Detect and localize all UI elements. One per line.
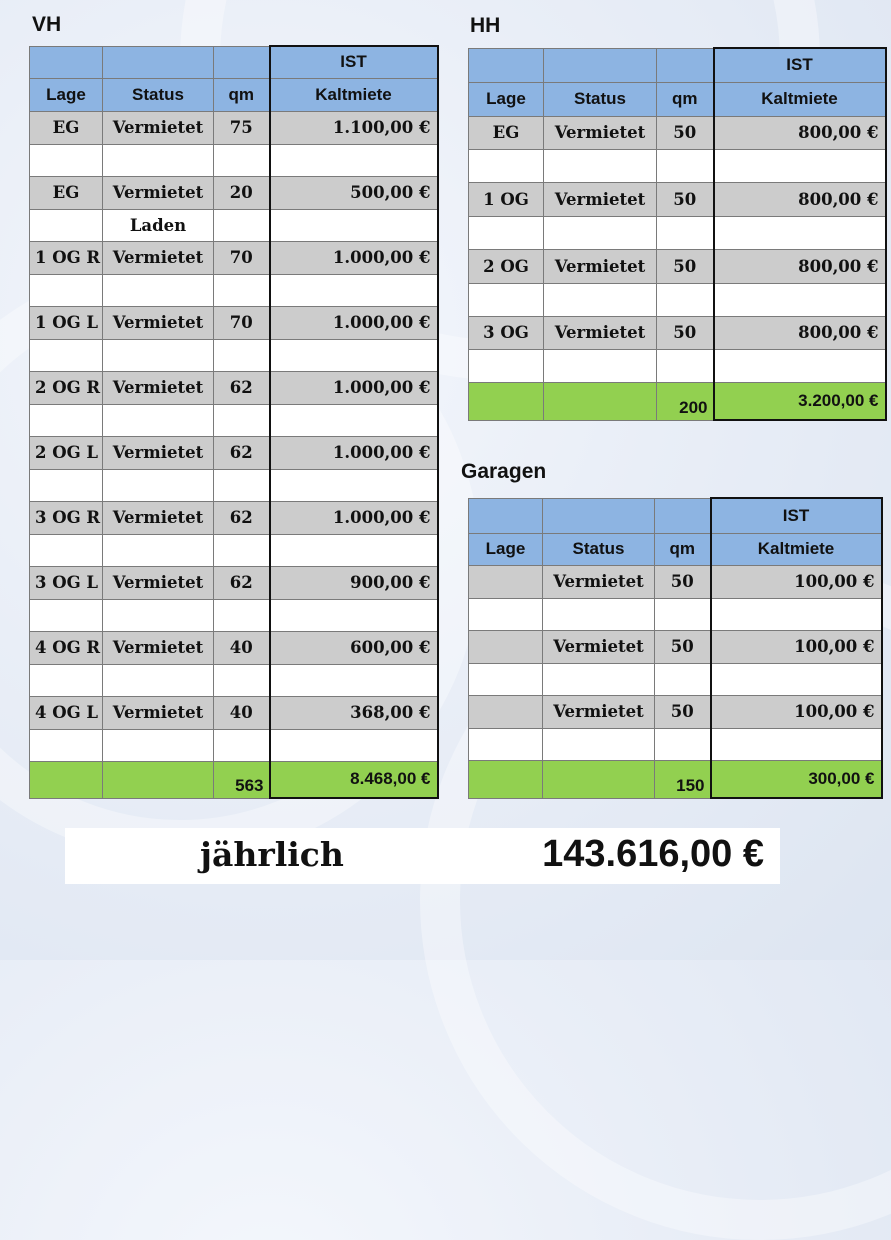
total-blank	[103, 761, 214, 798]
table-row	[30, 274, 438, 306]
garagen-header-blank	[655, 498, 711, 533]
total-blank	[469, 382, 544, 420]
cell-qm: 50	[655, 565, 711, 598]
table-row	[30, 209, 438, 241]
table-row	[469, 249, 886, 283]
table-row	[469, 349, 886, 382]
table-row	[469, 565, 882, 598]
vh-header-blank	[103, 46, 214, 78]
table-row	[469, 663, 882, 695]
cell-status	[543, 598, 655, 630]
cell-lage	[469, 149, 544, 182]
garagen-table	[468, 497, 883, 799]
cell-kaltmiete: 1.000,00 €	[270, 371, 438, 404]
cell-status	[544, 283, 657, 316]
cell-kaltmiete: 800,00 €	[714, 116, 886, 149]
cell-status: Vermietet	[544, 249, 657, 283]
cell-kaltmiete	[711, 728, 882, 760]
cell-status: Vermietet	[103, 176, 214, 209]
cell-lage: 1 OG R	[30, 241, 103, 274]
cell-status: Vermietet	[543, 695, 655, 728]
cell-qm	[214, 664, 270, 696]
cell-lage: 4 OG L	[30, 696, 103, 729]
garagen-header-row-top	[469, 498, 882, 533]
vh-header-qm: qm	[214, 78, 270, 111]
hh-header-row-top	[469, 48, 886, 82]
table-row	[30, 566, 438, 599]
table-row	[469, 182, 886, 216]
cell-status: Vermietet	[544, 116, 657, 149]
cell-kaltmiete: 1.100,00 €	[270, 111, 438, 144]
total-kaltmiete: 8.468,00 €	[270, 761, 438, 798]
annual-total: 143.616,00 €	[542, 833, 764, 875]
cell-qm	[657, 349, 714, 382]
cell-status: Vermietet	[103, 436, 214, 469]
cell-status: Vermietet	[544, 182, 657, 216]
cell-status: Laden	[103, 209, 214, 241]
cell-qm	[655, 728, 711, 760]
table-row	[469, 598, 882, 630]
cell-lage	[30, 274, 103, 306]
cell-lage	[469, 695, 543, 728]
cell-status: Vermietet	[103, 696, 214, 729]
cell-status	[103, 274, 214, 306]
cell-lage: 4 OG R	[30, 631, 103, 664]
cell-qm	[214, 599, 270, 631]
cell-lage: 1 OG L	[30, 306, 103, 339]
cell-lage: 2 OG R	[30, 371, 103, 404]
cell-lage	[469, 283, 544, 316]
cell-lage	[469, 598, 543, 630]
cell-qm: 62	[214, 566, 270, 599]
cell-kaltmiete	[714, 149, 886, 182]
cell-kaltmiete: 1.000,00 €	[270, 241, 438, 274]
table-row	[30, 664, 438, 696]
cell-status	[103, 729, 214, 761]
cell-kaltmiete	[270, 534, 438, 566]
table-row	[30, 371, 438, 404]
vh-header-kaltmiete: Kaltmiete	[270, 78, 438, 111]
total-blank	[30, 761, 103, 798]
cell-kaltmiete: 1.000,00 €	[270, 306, 438, 339]
cell-qm: 50	[657, 182, 714, 216]
table-row	[30, 144, 438, 176]
cell-lage	[469, 349, 544, 382]
cell-qm: 70	[214, 306, 270, 339]
vh-header-ist: IST	[270, 46, 438, 78]
cell-lage	[30, 404, 103, 436]
cell-lage	[30, 664, 103, 696]
cell-kaltmiete: 1.000,00 €	[270, 501, 438, 534]
cell-qm	[214, 469, 270, 501]
cell-lage	[30, 534, 103, 566]
cell-kaltmiete	[714, 216, 886, 249]
hh-title: HH	[470, 14, 501, 37]
cell-status	[103, 144, 214, 176]
cell-kaltmiete	[711, 598, 882, 630]
cell-lage: 1 OG	[469, 182, 544, 216]
hh-header-qm: qm	[657, 82, 714, 116]
cell-kaltmiete	[270, 339, 438, 371]
hh-header-blank	[469, 48, 544, 82]
cell-qm: 50	[655, 630, 711, 663]
cell-kaltmiete: 1.000,00 €	[270, 436, 438, 469]
total-kaltmiete: 300,00 €	[711, 760, 882, 798]
vh-header-blank	[30, 46, 103, 78]
table-row	[30, 241, 438, 274]
hh-header-status: Status	[544, 82, 657, 116]
cell-qm	[657, 283, 714, 316]
cell-status	[103, 339, 214, 371]
cell-kaltmiete: 600,00 €	[270, 631, 438, 664]
cell-qm: 62	[214, 501, 270, 534]
hh-header-blank	[544, 48, 657, 82]
total-blank	[544, 382, 657, 420]
hh-header-row	[469, 82, 886, 116]
cell-lage: EG	[30, 111, 103, 144]
table-row	[30, 469, 438, 501]
cell-kaltmiete: 100,00 €	[711, 565, 882, 598]
cell-status: Vermietet	[543, 565, 655, 598]
table-row	[30, 534, 438, 566]
cell-lage	[469, 630, 543, 663]
garagen-header-row	[469, 533, 882, 565]
cell-status: Vermietet	[544, 316, 657, 349]
cell-kaltmiete: 500,00 €	[270, 176, 438, 209]
total-qm: 200	[657, 382, 714, 420]
cell-kaltmiete: 800,00 €	[714, 182, 886, 216]
cell-status	[543, 663, 655, 695]
cell-status: Vermietet	[103, 631, 214, 664]
cell-lage	[469, 565, 543, 598]
cell-qm: 40	[214, 631, 270, 664]
cell-lage: 3 OG	[469, 316, 544, 349]
hh-header-blank	[657, 48, 714, 82]
vh-table-body	[30, 46, 438, 798]
cell-kaltmiete	[270, 274, 438, 306]
garagen-header-blank	[543, 498, 655, 533]
cell-status: Vermietet	[103, 501, 214, 534]
cell-qm: 40	[214, 696, 270, 729]
cell-kaltmiete: 100,00 €	[711, 630, 882, 663]
cell-kaltmiete	[711, 663, 882, 695]
cell-status: Vermietet	[103, 241, 214, 274]
table-row	[469, 695, 882, 728]
cell-lage: 2 OG L	[30, 436, 103, 469]
garagen-table-body	[469, 498, 882, 798]
cell-kaltmiete	[270, 404, 438, 436]
cell-kaltmiete	[714, 283, 886, 316]
total-qm: 150	[655, 760, 711, 798]
vh-header-status: Status	[103, 78, 214, 111]
cell-lage: EG	[469, 116, 544, 149]
table-row	[469, 116, 886, 149]
cell-status	[103, 534, 214, 566]
cell-qm: 62	[214, 436, 270, 469]
table-row	[469, 216, 886, 249]
vh-header-row-top	[30, 46, 438, 78]
table-row	[30, 599, 438, 631]
vh-table	[29, 45, 439, 799]
cell-status	[544, 149, 657, 182]
table-row	[469, 283, 886, 316]
cell-lage: 2 OG	[469, 249, 544, 283]
cell-lage: EG	[30, 176, 103, 209]
cell-lage	[469, 663, 543, 695]
cell-kaltmiete	[270, 664, 438, 696]
cell-kaltmiete	[270, 599, 438, 631]
garagen-header-status: Status	[543, 533, 655, 565]
cell-qm	[657, 149, 714, 182]
cell-qm	[214, 534, 270, 566]
cell-lage	[30, 469, 103, 501]
table-row	[30, 631, 438, 664]
table-row	[30, 404, 438, 436]
cell-qm	[214, 144, 270, 176]
hh-header-ist: IST	[714, 48, 886, 82]
annual-summary	[65, 828, 780, 884]
cell-status: Vermietet	[543, 630, 655, 663]
cell-qm: 70	[214, 241, 270, 274]
table-row	[30, 436, 438, 469]
hh-header-kaltmiete: Kaltmiete	[714, 82, 886, 116]
cell-kaltmiete	[270, 729, 438, 761]
cell-status: Vermietet	[103, 371, 214, 404]
cell-lage: 3 OG R	[30, 501, 103, 534]
cell-kaltmiete	[270, 144, 438, 176]
cell-lage	[30, 729, 103, 761]
table-row	[30, 501, 438, 534]
vh-header-row	[30, 78, 438, 111]
cell-qm	[657, 216, 714, 249]
cell-qm: 50	[657, 316, 714, 349]
cell-qm	[214, 274, 270, 306]
table-row	[469, 728, 882, 760]
cell-qm	[214, 339, 270, 371]
garagen-header-kaltmiete: Kaltmiete	[711, 533, 882, 565]
garagen-header-lage: Lage	[469, 533, 543, 565]
cell-qm	[655, 598, 711, 630]
garagen-title: Garagen	[461, 460, 547, 483]
cell-lage	[469, 728, 543, 760]
garagen-header-ist: IST	[711, 498, 882, 533]
cell-status	[103, 404, 214, 436]
table-row	[469, 630, 882, 663]
cell-qm	[214, 404, 270, 436]
cell-qm: 50	[655, 695, 711, 728]
cell-qm: 20	[214, 176, 270, 209]
cell-lage: 3 OG L	[30, 566, 103, 599]
table-row	[30, 306, 438, 339]
hh-header-lage: Lage	[469, 82, 544, 116]
hh-table-body	[469, 48, 886, 420]
cell-kaltmiete: 900,00 €	[270, 566, 438, 599]
cell-lage	[30, 144, 103, 176]
cell-qm	[214, 209, 270, 241]
table-row	[30, 729, 438, 761]
cell-lage	[30, 599, 103, 631]
table-row	[30, 176, 438, 209]
cell-kaltmiete	[270, 209, 438, 241]
cell-status: Vermietet	[103, 566, 214, 599]
cell-qm: 50	[657, 116, 714, 149]
cell-status	[544, 216, 657, 249]
cell-status	[543, 728, 655, 760]
garagen-header-qm: qm	[655, 533, 711, 565]
annual-label: jährlich	[200, 835, 344, 874]
cell-kaltmiete: 800,00 €	[714, 249, 886, 283]
cell-kaltmiete: 100,00 €	[711, 695, 882, 728]
total-blank	[469, 760, 543, 798]
total-blank	[543, 760, 655, 798]
total-row	[469, 382, 886, 420]
total-kaltmiete: 3.200,00 €	[714, 382, 886, 420]
cell-lage	[469, 216, 544, 249]
cell-kaltmiete: 368,00 €	[270, 696, 438, 729]
cell-lage	[30, 339, 103, 371]
garagen-header-blank	[469, 498, 543, 533]
table-row	[469, 316, 886, 349]
table-row	[30, 696, 438, 729]
cell-status	[544, 349, 657, 382]
total-row	[469, 760, 882, 798]
cell-kaltmiete: 800,00 €	[714, 316, 886, 349]
cell-kaltmiete	[714, 349, 886, 382]
cell-status: Vermietet	[103, 306, 214, 339]
total-qm: 563	[214, 761, 270, 798]
cell-qm	[655, 663, 711, 695]
cell-qm: 62	[214, 371, 270, 404]
cell-lage	[30, 209, 103, 241]
cell-status: Vermietet	[103, 111, 214, 144]
vh-header-lage: Lage	[30, 78, 103, 111]
cell-qm: 50	[657, 249, 714, 283]
cell-qm	[214, 729, 270, 761]
vh-title: VH	[32, 13, 62, 36]
cell-kaltmiete	[270, 469, 438, 501]
vh-header-blank	[214, 46, 270, 78]
total-row	[30, 761, 438, 798]
cell-status	[103, 469, 214, 501]
table-row	[30, 111, 438, 144]
cell-qm: 75	[214, 111, 270, 144]
cell-status	[103, 664, 214, 696]
cell-status	[103, 599, 214, 631]
hh-table	[468, 47, 887, 421]
table-row	[30, 339, 438, 371]
table-row	[469, 149, 886, 182]
